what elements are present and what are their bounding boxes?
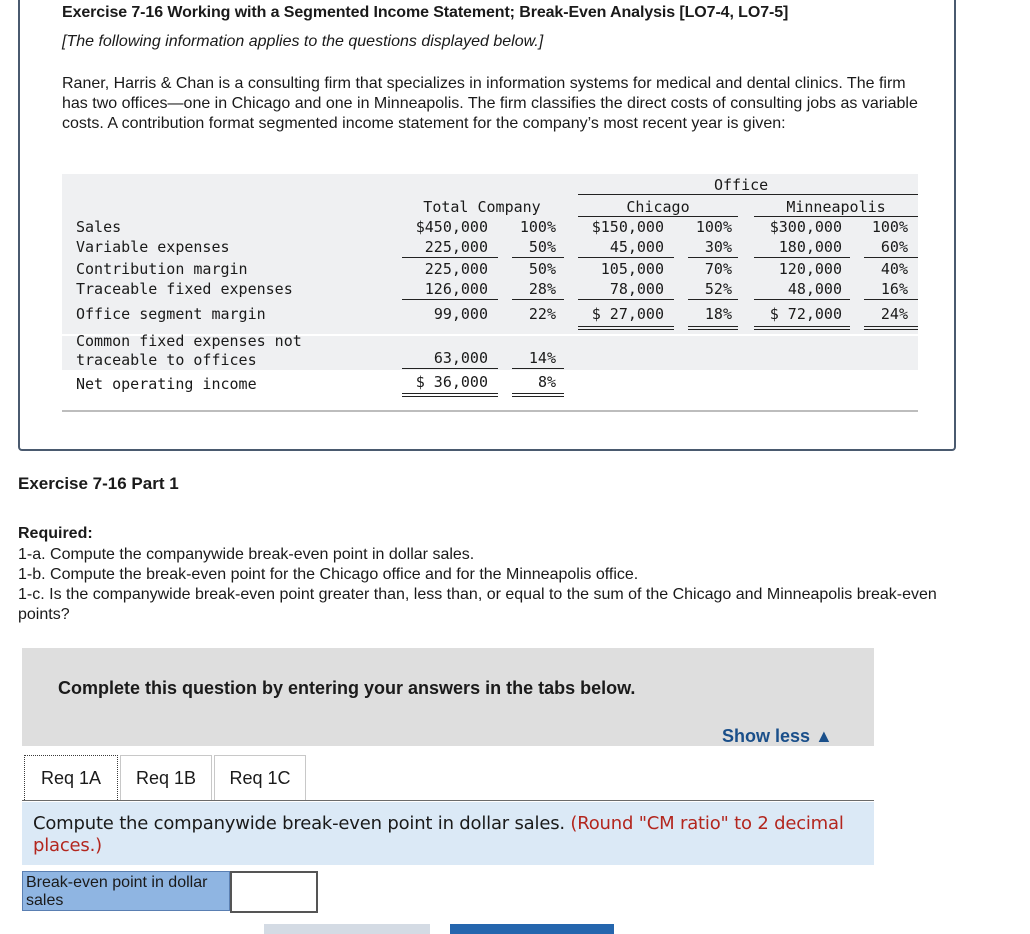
subtotal-rule — [754, 257, 850, 258]
show-less-button[interactable]: Show less ▲ — [722, 726, 833, 746]
break-even-label: Break-even point in dollar sales — [22, 871, 230, 911]
row-total-pct: 28% — [528, 280, 556, 298]
required-heading: Required: — [18, 525, 93, 542]
double-rule — [578, 326, 674, 330]
row-minneapolis: 120,000 — [778, 260, 842, 278]
subtotal-rule — [688, 299, 738, 300]
subtotal-rule — [754, 299, 850, 300]
instruction-text — [33, 813, 853, 857]
row-chicago: $150,000 — [591, 218, 664, 236]
row-label: Contribution margin — [76, 260, 248, 278]
subtotal-rule — [864, 299, 918, 300]
subtotal-rule — [864, 257, 918, 258]
double-rule — [754, 326, 850, 330]
row-minneapolis: $ 72,000 — [769, 305, 842, 323]
double-rule — [864, 326, 918, 330]
break-even-input[interactable] — [230, 871, 318, 913]
row-total: 99,000 — [433, 305, 488, 323]
row-chicago-pct: 52% — [704, 280, 732, 298]
prev-button[interactable] — [264, 924, 430, 934]
col-minneapolis-header: Minneapolis — [786, 198, 886, 216]
row-chicago: 78,000 — [609, 280, 664, 298]
part-title: Exercise 7-16 Part 1 — [18, 474, 179, 493]
row-label: Office segment margin — [76, 305, 266, 323]
common-fixed-label: Common fixed expenses not — [76, 332, 302, 350]
row-total-pct: 100% — [519, 218, 556, 236]
subtotal-rule — [578, 299, 674, 300]
exercise-intro: Raner, Harris & Chan is a consulting firm that specializes in information systems for medical and dental clinics. The firm has two offices—one in Chicago and one in Minneapolis. The firm classifies the direct costs of consulting jobs as variable costs. A contribution format segmented income statement for the company’s most recent year is given: — [62, 75, 918, 132]
row-chicago: 105,000 — [600, 260, 664, 278]
subtotal-rule — [402, 368, 498, 369]
question-prompt: Complete this question by entering your answers in the tabs below. — [58, 678, 636, 698]
row-total: 225,000 — [424, 260, 488, 278]
row-total-pct: 50% — [528, 260, 556, 278]
office-header: Office — [714, 176, 769, 194]
row-minneapolis: 48,000 — [787, 280, 842, 298]
row-chicago-pct: 70% — [704, 260, 732, 278]
row-total: 126,000 — [424, 280, 488, 298]
instruction-note: (Round "CM ratio" to 2 decimal places.) — [33, 813, 844, 856]
row-label: Variable expenses — [76, 238, 230, 256]
subtotal-rule — [402, 299, 498, 300]
tab-req-1c[interactable]: Req 1C — [214, 755, 306, 800]
common-fixed-pct: 14% — [528, 349, 556, 367]
col-chicago-header: Chicago — [626, 198, 690, 216]
row-label: Sales — [76, 218, 122, 236]
row-chicago: $ 27,000 — [591, 305, 664, 323]
row-minneapolis-pct: 24% — [880, 305, 908, 323]
next-button[interactable] — [450, 924, 614, 934]
row-label: Traceable fixed expenses — [76, 280, 293, 298]
tab-req-1b[interactable]: Req 1B — [120, 755, 212, 800]
double-rule — [512, 393, 564, 397]
common-fixed-total: 63,000 — [433, 349, 488, 367]
net-operating-income-pct: 8% — [537, 373, 556, 391]
row-total-pct: 50% — [528, 238, 556, 256]
subtotal-rule — [512, 257, 564, 258]
col-total-header: Total Company — [423, 198, 541, 216]
row-minneapolis-pct: 60% — [880, 238, 908, 256]
row-chicago-pct: 30% — [704, 238, 732, 256]
subtotal-rule — [578, 257, 674, 258]
row-total-pct: 22% — [528, 305, 556, 323]
common-fixed-label-cont: traceable to offices — [76, 351, 257, 369]
segmented-income-statement — [62, 174, 918, 414]
row-total: 225,000 — [424, 238, 488, 256]
instruction-main: Compute the companywide break-even point in dollar sales. — [33, 813, 565, 834]
row-minneapolis-pct: 100% — [871, 218, 908, 236]
double-rule — [688, 326, 738, 330]
row-total: $450,000 — [415, 218, 488, 236]
exercise-title: Exercise 7-16 Working with a Segmented Income Statement; Break-Even Analysis [LO7-4, LO7-5] — [62, 4, 789, 21]
subtotal-rule — [402, 257, 498, 258]
row-chicago-pct: 100% — [695, 218, 732, 236]
double-rule — [402, 393, 498, 397]
row-chicago-pct: 18% — [704, 305, 732, 323]
tab-baseline — [22, 800, 874, 801]
net-operating-income-label: Net operating income — [76, 375, 257, 393]
required-item-1c: 1-c. Is the companywide break-even point greater than, less than, or equal to the sum of the Chicago and Minneapolis break-even points? — [18, 586, 937, 623]
row-minneapolis-pct: 40% — [880, 260, 908, 278]
row-minneapolis-pct: 16% — [880, 280, 908, 298]
table-bottom-rule — [62, 410, 918, 412]
row-minneapolis: $300,000 — [769, 218, 842, 236]
row-chicago: 45,000 — [609, 238, 664, 256]
subtotal-rule — [512, 299, 564, 300]
subtotal-rule — [688, 257, 738, 258]
net-operating-income-total: $ 36,000 — [415, 373, 488, 391]
subtotal-rule — [512, 368, 564, 369]
exercise-subtitle: [The following information applies to the questions displayed below.] — [62, 33, 544, 50]
row-minneapolis: 180,000 — [778, 238, 842, 256]
tab-req-1a[interactable]: Req 1A — [24, 755, 118, 800]
required-item-1b: 1-b. Compute the break-even point for the Chicago office and for the Minneapolis office. — [18, 566, 639, 583]
required-item-1a: 1-a. Compute the companywide break-even point in dollar sales. — [18, 546, 475, 563]
office-header-rule — [578, 194, 918, 195]
